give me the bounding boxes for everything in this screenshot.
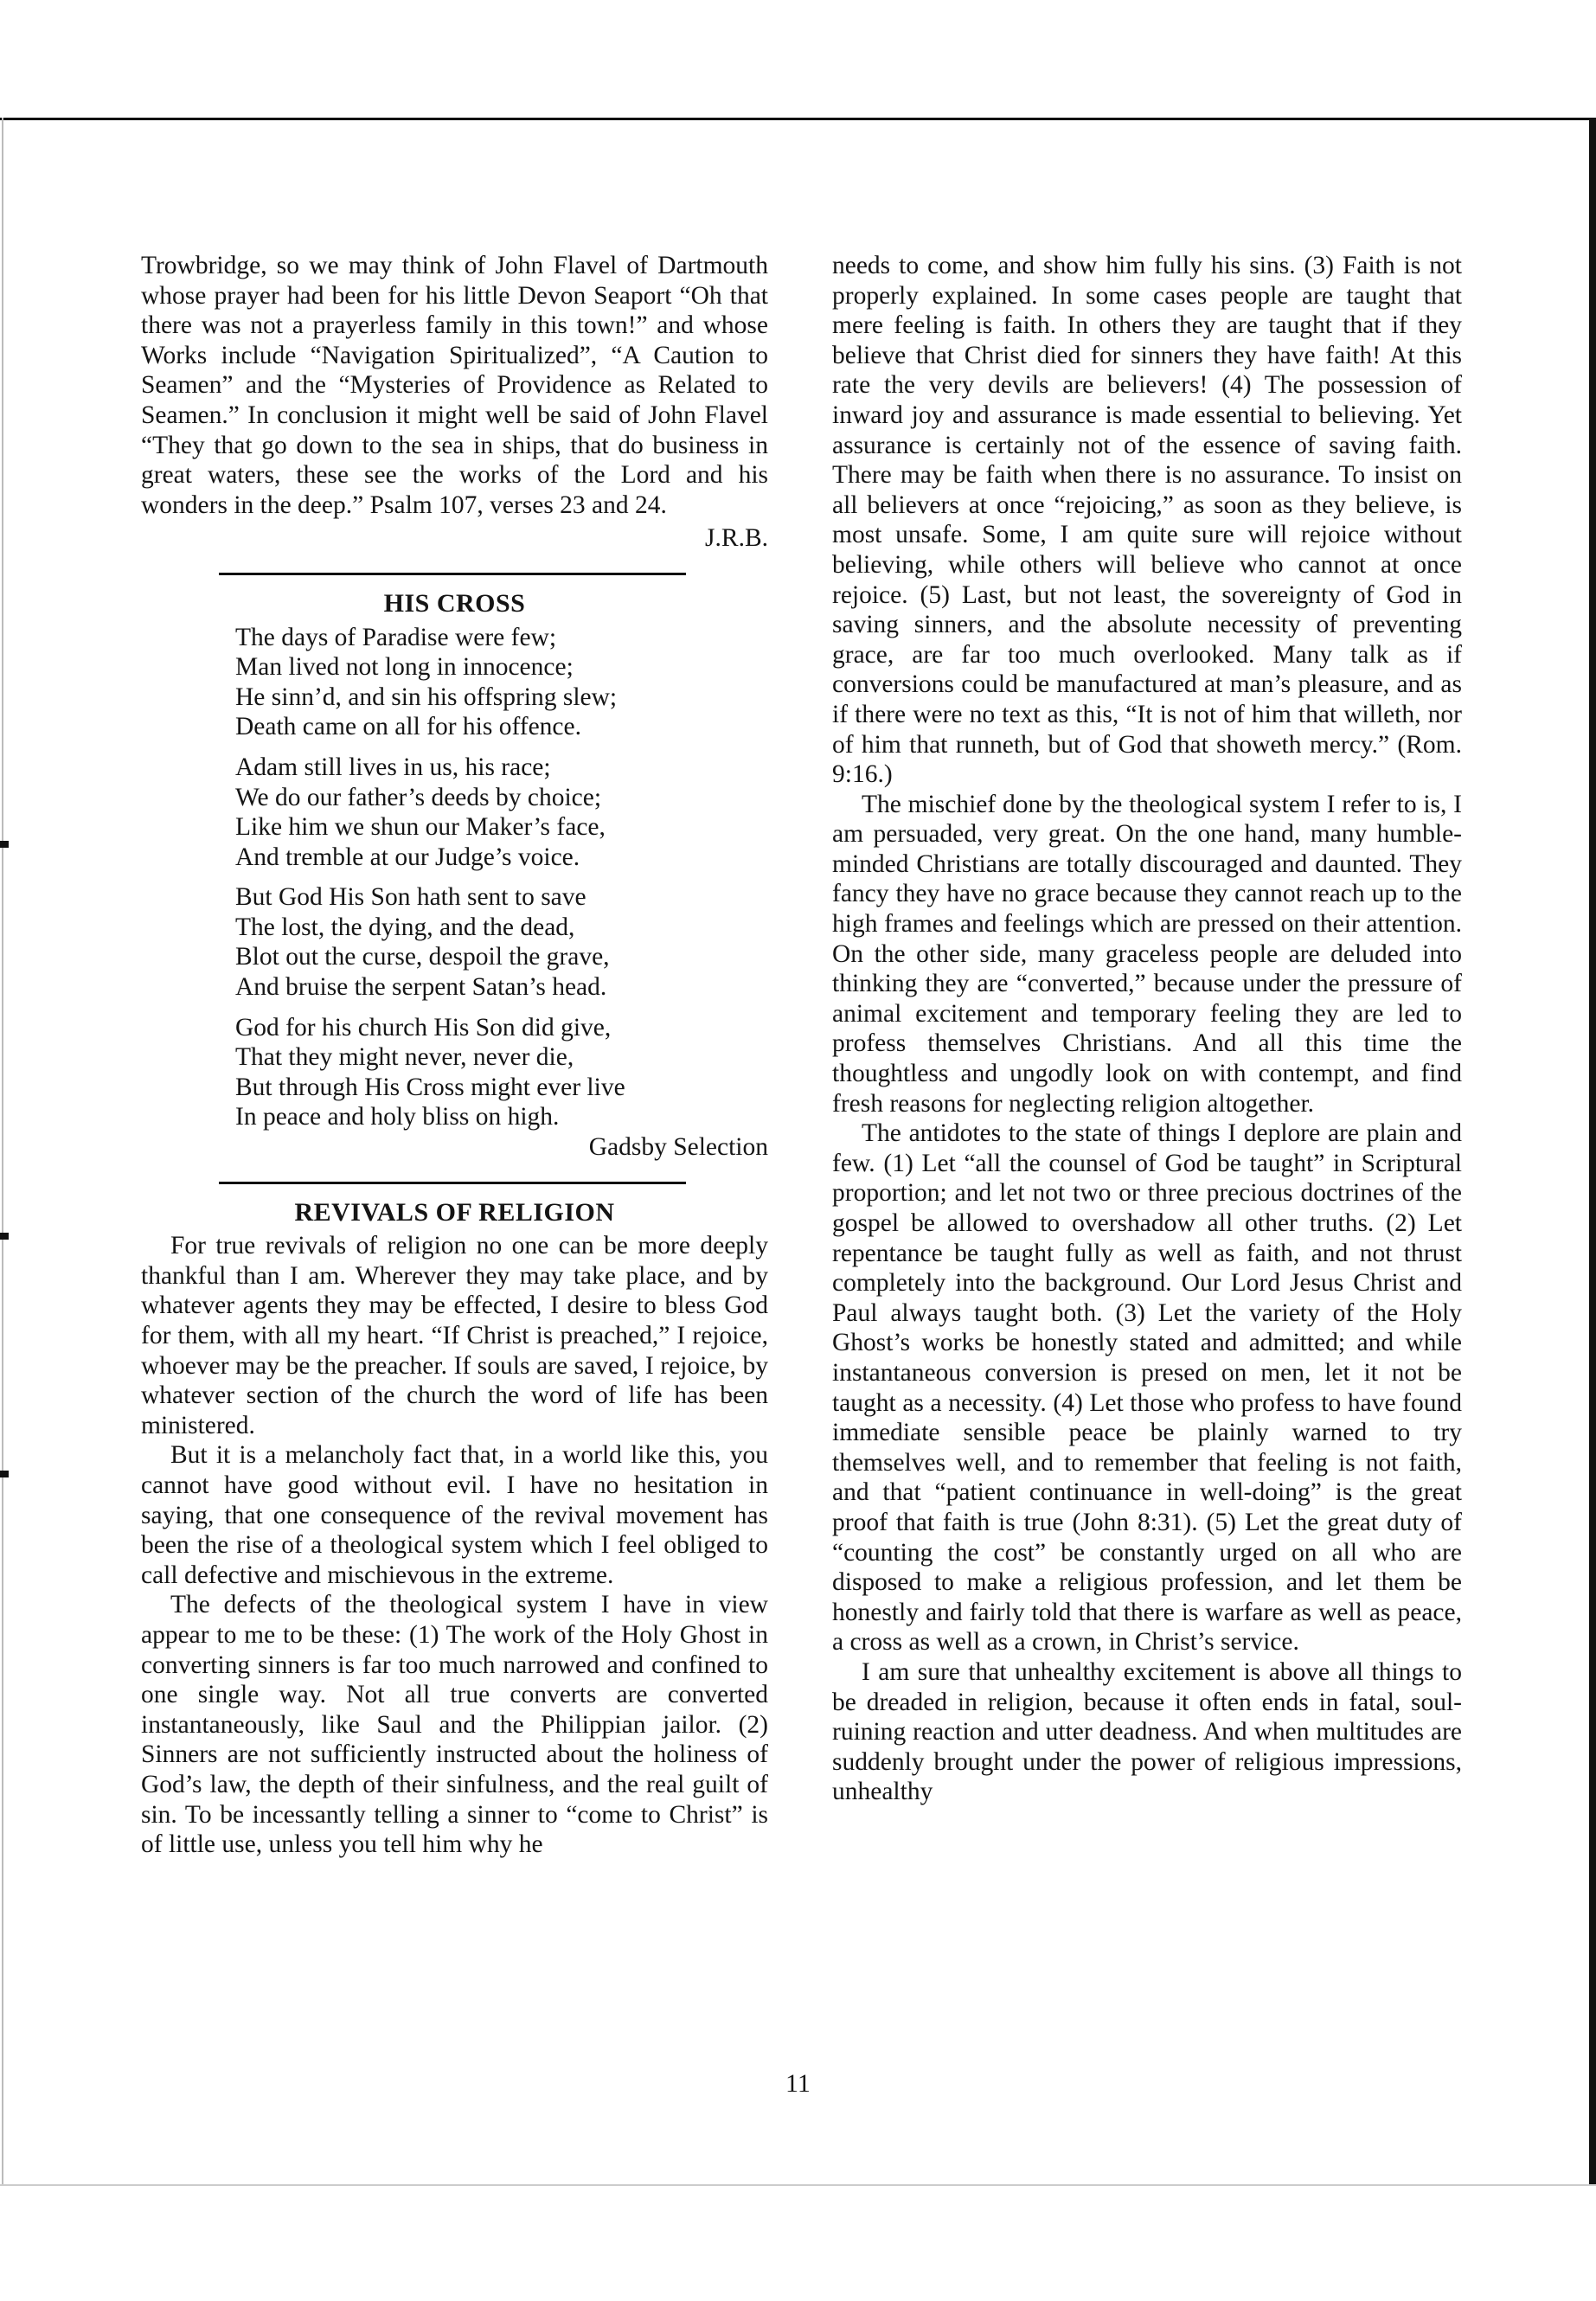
page-number: 11: [785, 2069, 811, 2098]
article-title: REVIVALS OF RELIGION: [294, 1197, 615, 1227]
poem-line: That they might never, never die,: [235, 1043, 574, 1072]
poem-line: God for his church His Son did give,: [235, 1013, 612, 1042]
poem-line: We do our father’s deeds by choice;: [235, 783, 602, 811]
intro-paragraph: Trowbridge, so we may think of John Flavel of Dartmouth whose prayer had been for his little Devon Seaport “Oh that there was not a prayerless family in this town!” and whose Works include “Navigation Spiritualized”, “A Caution to Seamen” and the “Mysteries of Providence as Related to Seamen.” In conclusion it might well be said of John Flavel “They that go down to the sea in ships, that do business in great waters, these see the works of the Lord and his wonders in the deep.” Psalm 107, verses 23 and 24.: [141, 252, 768, 519]
poem-line: The days of Paradise were few;: [235, 623, 557, 651]
poem-line: Adam still lives in us, his race;: [235, 753, 551, 781]
article-paragraph: But it is a melancholy fact that, in a world like this, you cannot have good without evil. I have no hesitation in saying, that one consequence of the revival movement has been the rise of a theological system which I feel obliged to call defective and mischievous in the extreme.: [141, 1441, 768, 1589]
poem-stanza: [235, 623, 768, 742]
binding-mark: [0, 1233, 9, 1240]
intro-signature: J.R.B.: [705, 524, 768, 553]
right-column: [832, 251, 1462, 1807]
section-divider: [219, 1182, 686, 1184]
poem-stanza: [235, 882, 768, 1002]
poem-credit: Gadsby Selection: [588, 1133, 768, 1162]
binding-mark: [0, 841, 9, 848]
article-paragraph: needs to come, and show him fully his sins. (3) Faith is not properly explained. In some cases people are taught that mere feeling is faith. In others they are taught that if they believe that Christ died for sinners they have faith! At this rate the very devils are believers! (4) The possession of inward joy and assurance is made essential to believing. Yet assurance is certainly not of the essence of saving faith. There may be faith when there is no assurance. To insist on all believers at once “rejoicing,” as soon as they believe, is most unsafe. Some, I am quite sure will rejoice without believing, while others will believe who cannot at once rejoice. (5) Last, but not least, the sovereignty of God in saving sinners, and the absolute necessity of preventing grace, are far too much overlooked. Many talk as if conversions could be manufactured at man’s pleasure, and as if there were no text as this, “It is not of him that willeth, nor of him that runneth, but of God that showeth mercy.” (Rom. 9:16.): [832, 252, 1462, 789]
poem-line: Like him we shun our Maker’s face,: [235, 813, 606, 842]
poem-line: Man lived not long in innocence;: [235, 653, 574, 682]
article-paragraph: For true revivals of religion no one can be more deeply thankful than I am. Wherever they may take place, and by whatever agents they may be effected, I desire to bless God for them, with all my heart. “If Christ is preached,” I rejoice, whoever may be the preacher. If souls are saved, I rejoice, by whatever section of the church the word of life has been ministered.: [141, 1232, 768, 1439]
article-paragraph: The defects of the theological system I have in view appear to me to be these: (1) The work of the Holy Ghost in converting sinners is far too much narrowed and confined to one single way. Not all true converts are converted instantaneously, like Saul and the Philippian jailor. (2) Sinners are not sufficiently instructed about the holiness of God’s law, the depth of their sinfulness, and the real guilt of sin. To be incessantly telling a sinner to “come to Christ” is of little use, unless you tell him why he: [141, 1591, 768, 1859]
binding-mark: [0, 1471, 9, 1477]
poem-line: Death came on all for his offence.: [235, 713, 581, 741]
scan-edge-top: [0, 118, 1596, 120]
article-paragraph: The mischief done by the theological system I refer to is, I am persuaded, very great. On the one hand, many humble-minded Christians are totally discouraged and daunted. They fancy they have no grace because they cannot reach up to the high frames and feelings which are pressed on their attention. On the other side, many graceless people are deluded into thinking they are “converted,” because under the pressure of animal excitement and temporary feeling they are led to profess themselves Christians. And all this time the thoughtless and ungodly look on with contempt, and find fresh reasons for neglecting religion altogether.: [832, 790, 1462, 1118]
left-column: [141, 251, 768, 1860]
scan-margin-top: [0, 0, 1596, 121]
poem-line: The lost, the dying, and the dead,: [235, 913, 575, 941]
poem-line: Blot out the curse, despoil the grave,: [235, 943, 610, 971]
poem-line: He sinn’d, and sin his offspring slew;: [235, 683, 618, 711]
poem-line: And tremble at our Judge’s voice.: [235, 843, 580, 871]
poem-line: And bruise the serpent Satan’s head.: [235, 973, 607, 1002]
scan-edge-right: [1589, 118, 1596, 2185]
article-paragraph: The antidotes to the state of things I deplore are plain and few. (1) Let “all the counsel of God be taught” in Scriptural proportion; and let not two or three precious doctrines of the gospel be allowed to overshadow all other truths. (2) Let repentance be taught fully as well as faith, and not thrust completely into the background. Our Lord Jesus Christ and Paul always taught both. (3) Let the variety of the Holy Ghost’s works be honestly stated and admitted; and while instantaneous conversion is presed on men, let it not be taught as a necessity. (4) Let those who profess to have found immediate sensible peace be plainly warned to try themselves well, and to remember that feeling is not faith, and that “patient continuance in well-doing” is the great proof that faith is true (John 8:31). (5) Let the great duty of “counting the cost” be constantly urged on all who are disposed to make a religious profession, and let them be honestly and fairly told that there is warfare as well as peace, a cross as well as a crown, in Christ’s service.: [832, 1119, 1462, 1657]
section-divider: [219, 573, 686, 575]
article-paragraph: I am sure that unhealthy excitement is above all things to be dreaded in religion, because it often ends in fatal, soul-ruining reaction and utter deadness. And when multitudes are suddenly brought under the power of religious impressions, unhealthy: [832, 1657, 1462, 1806]
poem-stanza: [235, 753, 768, 872]
poem-stanza: [235, 1013, 768, 1132]
poem: [235, 623, 768, 1133]
poem-line: But God His Son hath sent to save: [235, 883, 586, 912]
scan-edge-left: [2, 118, 3, 2185]
poem-line: But through His Cross might ever live: [235, 1073, 625, 1101]
scan-edge-bottom: [0, 2184, 1596, 2186]
poem-line: In peace and holy bliss on high.: [235, 1103, 560, 1131]
poem-title: HIS CROSS: [383, 588, 526, 618]
